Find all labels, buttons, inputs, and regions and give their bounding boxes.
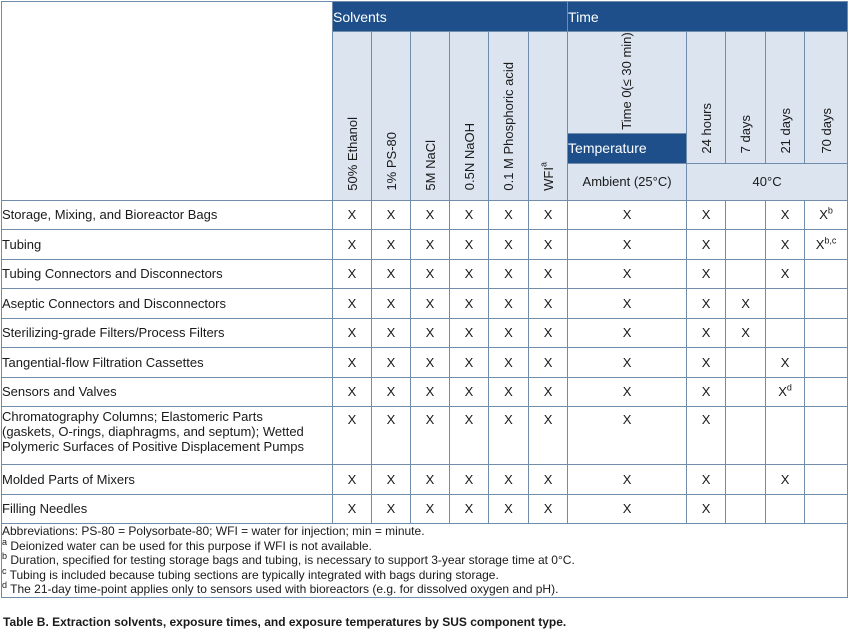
solvents-group-header: Solvents [333,2,568,32]
mark-cell: X [529,407,568,465]
footnotes [2,524,848,598]
mark-cell: X [489,200,529,230]
mark-cell: X [568,259,687,289]
mark-cell: X [529,318,568,348]
mark-cell: X [372,289,411,319]
table-row [2,318,848,348]
mark-cell [726,348,766,378]
mark-cell: X [489,289,529,319]
mark-cell: X [450,465,489,495]
mark-cell [766,407,805,465]
solvent-header-wfi: WFI$^a$ [529,32,568,201]
mark-cell [805,289,848,319]
table-row [2,377,848,407]
mark-cell: X [489,230,529,260]
footnote-abbreviations: Abbreviations: PS-80 = Polysorbate-80; WFI = water for injection; min = minute. [2,524,425,539]
mark-cell: X [450,348,489,378]
mark-cell [805,407,848,465]
mark-cell: X [687,494,726,524]
mark-cell: X [333,289,372,319]
solvent-header-phosphoric: 0.1 M Phosphoric acid [489,32,529,201]
mark-cell [726,230,766,260]
table-row [2,289,848,319]
mark-cell: X [411,259,450,289]
table-row [2,230,848,260]
mark-cell: X [687,348,726,378]
mark-cell: X [489,494,529,524]
mark-cell: X [687,230,726,260]
mark-cell: X [529,289,568,319]
solvent-header-nacl: 5M NaCl [411,32,450,201]
temp-ambient: Ambient (25°C) [568,163,687,200]
mark-cell: X [411,289,450,319]
solvent-header-ethanol: 50% Ethanol [333,32,372,201]
mark-cell: X [529,259,568,289]
mark-cell: X$^{b,c}$ [805,230,848,260]
mark-cell: X [372,318,411,348]
footnote-b: $^b$ Duration, specified for testing storage bags and tubing, is necessary to support 3-year storage time at 0°C. [2,551,575,568]
mark-cell: X [568,200,687,230]
component-label: Storage, Mixing, and Bioreactor Bags [2,200,333,230]
mark-cell: X [333,230,372,260]
mark-cell [805,377,848,407]
mark-cell: X [687,377,726,407]
solvent-header-naoh: 0.5N NaOH [450,32,489,201]
mark-cell: X [372,348,411,378]
mark-cell: X [529,494,568,524]
mark-cell: X [450,230,489,260]
mark-cell: X [568,377,687,407]
footnote-d: $^d$ The 21-day time-point applies only to sensors used with bioreactors (e.g. for dissolved oxygen and pH). [2,580,559,597]
mark-cell: X [726,289,766,319]
mark-cell [726,465,766,495]
mark-cell [766,494,805,524]
mark-cell: X [333,494,372,524]
mark-cell: X [450,318,489,348]
mark-cell: X [372,200,411,230]
table-row [2,465,848,495]
mark-cell: X [411,230,450,260]
mark-cell: X [450,407,489,465]
time-header-7d: 7 days [726,32,766,164]
mark-cell [766,289,805,319]
mark-cell: X [489,348,529,378]
component-label: Molded Parts of Mixers [2,465,333,495]
table-row [2,494,848,524]
temperature-header: Temperature [568,133,687,163]
mark-cell: X [568,230,687,260]
mark-cell: X [372,230,411,260]
component-label: Tubing Connectors and Disconnectors [2,259,333,289]
mark-cell: X [450,259,489,289]
component-label: Tubing [2,230,333,260]
mark-cell: X [333,318,372,348]
mark-cell: X [687,465,726,495]
mark-cell [805,494,848,524]
temp-40c: 40°C [687,163,848,200]
mark-cell: X [333,377,372,407]
mark-cell: X [489,259,529,289]
mark-cell: X [411,200,450,230]
mark-cell: X [411,318,450,348]
mark-cell: X [333,200,372,230]
mark-cell: X [333,407,372,465]
mark-cell: X [411,407,450,465]
time-header-70d: 70 days [805,32,848,164]
mark-cell: X [766,200,805,230]
mark-cell: X [687,407,726,465]
mark-cell [805,259,848,289]
extraction-table [1,1,848,598]
mark-cell: X [411,494,450,524]
mark-cell: X [766,465,805,495]
mark-cell: X [372,377,411,407]
table-caption: Table B. Extraction solvents, exposure times, and exposure temperatures by SUS component type. [3,615,567,629]
mark-cell: X [489,407,529,465]
footnote-c: $^c$ Tubing is included because tubing sections are typically integrated with bags during storage. [2,565,499,582]
mark-cell: X [687,200,726,230]
mark-cell: $X^d$ [766,377,805,407]
mark-cell [805,348,848,378]
mark-cell [766,318,805,348]
mark-cell: X [529,200,568,230]
mark-cell: X [568,407,687,465]
table-row [2,259,848,289]
component-label: Aseptic Connectors and Disconnectors [2,289,333,319]
time-group-header: Time [568,2,848,32]
time-header-time0: Time 0 (≤ 30 min) [568,32,687,134]
mark-cell: X [450,289,489,319]
mark-cell: X [568,348,687,378]
mark-cell [726,200,766,230]
mark-cell: $X^b$ [805,200,848,230]
table-row [2,200,848,230]
component-label: Tangential-flow Filtration Cassettes [2,348,333,378]
mark-cell: X [687,289,726,319]
mark-cell: X [372,407,411,465]
component-label: Filling Needles [2,494,333,524]
mark-cell: X [411,377,450,407]
mark-cell [726,494,766,524]
mark-cell: X [766,348,805,378]
mark-cell: X [333,259,372,289]
mark-cell: X [766,259,805,289]
mark-cell: X [489,318,529,348]
mark-cell: X [450,377,489,407]
table-row [2,348,848,378]
mark-cell: X [568,465,687,495]
mark-cell [726,377,766,407]
mark-cell: X [489,465,529,495]
mark-cell: X [372,494,411,524]
mark-cell: X [766,230,805,260]
time-header-21d: 21 days [766,32,805,164]
time-header-24h: 24 hours [687,32,726,164]
mark-cell [805,465,848,495]
mark-cell: X [529,465,568,495]
footnote-a: $^a$ Deionized water can be used for this purpose if WFI is not available. [2,536,372,553]
mark-cell: X [568,318,687,348]
component-label: Sterilizing-grade Filters/Process Filters [2,318,333,348]
mark-cell: X [333,465,372,495]
header-blank-cell [2,2,333,201]
mark-cell: X [450,200,489,230]
mark-cell: X [529,230,568,260]
component-label: Sensors and Valves [2,377,333,407]
mark-cell: X [411,465,450,495]
mark-cell: X [411,348,450,378]
mark-cell: X [489,377,529,407]
solvent-header-ps80: 1% PS-80 [372,32,411,201]
component-label: Chromatography Columns; Elastomeric Parts (gaskets, O-rings, diaphragms, and septum); Wetted Polymeric Surfaces of Positive Displacement Pumps [2,407,333,465]
mark-cell: X [372,259,411,289]
mark-cell: X [333,348,372,378]
mark-cell: X [450,494,489,524]
mark-cell [726,407,766,465]
mark-cell: X [529,348,568,378]
table-row [2,407,848,465]
mark-cell: X [687,259,726,289]
mark-cell: X [687,318,726,348]
mark-cell: X [726,318,766,348]
mark-cell: X [372,465,411,495]
mark-cell: X [529,377,568,407]
mark-cell: X [568,289,687,319]
mark-cell [726,259,766,289]
mark-cell [805,318,848,348]
mark-cell: X [568,494,687,524]
